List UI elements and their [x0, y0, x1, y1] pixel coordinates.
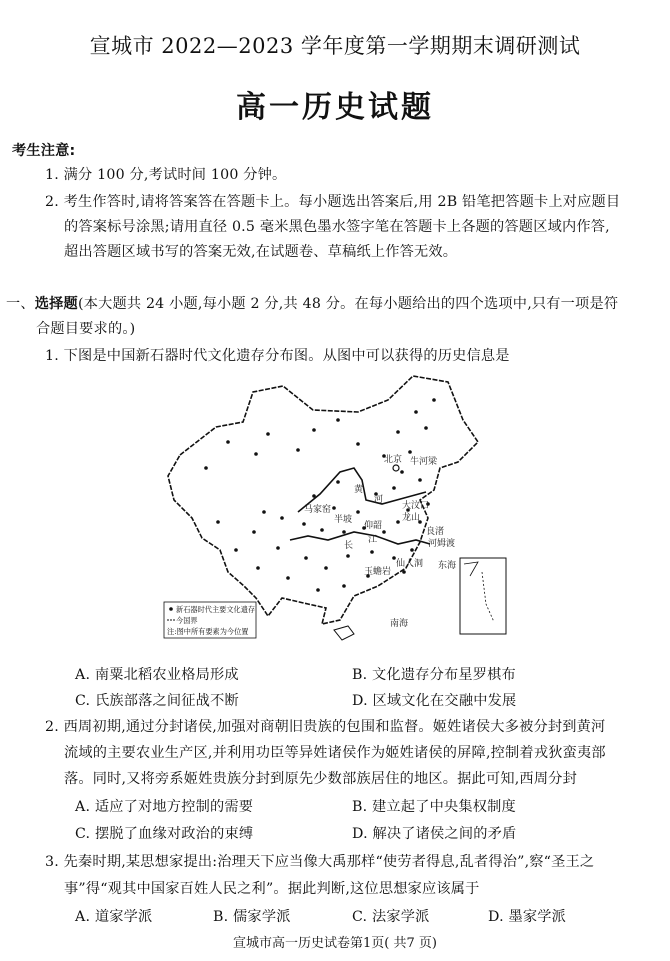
legend-item-sites: 新石器时代主要文化遗存 — [176, 605, 256, 614]
q2-stem-3: 落。同时,又将旁系姬姓贵族分封到原先少数部族居住的地区。据此可知,西周分封 — [64, 771, 577, 787]
q3-option-d[interactable]: D. 墨家学派 — [488, 909, 567, 925]
label-beijing: 北京 — [384, 455, 403, 465]
notice-heading: 考生注意: — [12, 143, 76, 159]
beijing-marker — [393, 465, 399, 471]
label-chang: 长 — [344, 541, 354, 551]
q3-option-a[interactable]: A. 道家学派 — [75, 909, 153, 925]
q3-option-b[interactable]: B. 儒家学派 — [213, 909, 291, 925]
q2-stem-2: 流域的主要农业生产区,并利用功臣等异姓诸侯作为姬姓诸侯的屏障,控制着戎狄蛮夷部 — [64, 745, 606, 761]
legend-item-note: 注:图中所有要素为今位置 — [167, 627, 249, 636]
label-banpo: 半坡 — [334, 515, 353, 525]
exam-title: 宣城市 2022—2023 学年度第一学期期末调研测试 — [89, 34, 581, 58]
notice-item-2-cont: 的答案标号涂黑;请用直径 0.5 毫米黑色墨水签字笔在答题卡上各题的答题区域内作答, — [64, 219, 610, 235]
label-liangzhu: 良渚 — [426, 527, 445, 537]
notice-item-2: 2. 考生作答时,请将答案答在答题卡上。每小题选出答案后,用 2B 铅笔把答题卡上对应题目 — [45, 194, 621, 210]
q2-option-c[interactable]: C. 摆脱了血缘对政治的束缚 — [75, 826, 254, 842]
section-prefix: 一、 — [6, 296, 35, 312]
hainan-island — [334, 626, 354, 640]
section-label: 选择题 — [34, 296, 78, 312]
label-east-sea: 东海 — [438, 561, 457, 571]
yangtze-river — [290, 532, 430, 544]
label-jiang: 江 — [368, 535, 378, 545]
label-he: 河 — [374, 495, 384, 505]
label-dawenkou: 大汶口 — [402, 501, 430, 511]
china-outline — [168, 376, 478, 624]
q3-stem-1: 3. 先秦时期,某思想家提出:治理天下应当像大禹那样“使劳者得息,乱者得治”,察“圣王之 — [45, 854, 595, 870]
notice-item-2-cont2: 超出答题区域书写的答案无效,在试题卷、草稿纸上作答无效。 — [64, 244, 458, 260]
q1-option-a[interactable]: A. 南粟北稻农业格局形成 — [75, 667, 239, 683]
label-xianrendong: 仙人洞 — [396, 559, 424, 569]
label-yuchanyan: 玉蟾岩 — [364, 567, 392, 577]
q1-option-d[interactable]: D. 区域文化在交融中发展 — [352, 693, 517, 709]
label-majiayao: 马家窑 — [304, 505, 332, 515]
section-desc: (本大题共 24 小题,每小题 2 分,共 48 分。在每小题给出的四个选项中,只有一项是符 — [77, 296, 619, 312]
inset-box — [460, 558, 506, 634]
q2-option-b[interactable]: B. 建立起了中央集权制度 — [352, 799, 516, 815]
neolithic-culture-map — [158, 372, 510, 644]
label-longshan: 龙山 — [402, 513, 421, 523]
q3-option-c[interactable]: C. 法家学派 — [352, 909, 430, 925]
q2-option-d[interactable]: D. 解决了诸侯之间的矛盾 — [352, 826, 517, 842]
q2-stem-1: 2. 西周初期,通过分封诸侯,加强对商朝旧贵族的包围和监督。姬姓诸侯大多被分封到黄河 — [45, 719, 606, 735]
label-hemudu: 河姆渡 — [428, 539, 456, 549]
section-heading — [6, 293, 618, 313]
q3-stem-2: 事”得“观其中国家百姓人民之利”。据此判断,这位思想家应该属于 — [64, 881, 480, 897]
q1-stem: 1. 下图是中国新石器时代文化遗存分布图。从图中可以获得的历史信息是 — [45, 348, 510, 364]
notice-item-1: 1. 满分 100 分,考试时间 100 分钟。 — [45, 167, 287, 183]
exam-subtitle: 高一历史试题 — [236, 90, 434, 125]
q2-option-a[interactable]: A. 适应了对地方控制的需要 — [75, 799, 254, 815]
page-footer: 宣城市高一历史试卷第1页( 共7 页) — [233, 936, 437, 951]
label-hongshan: 牛河梁 — [410, 457, 438, 467]
label-south-sea: 南海 — [390, 619, 409, 629]
q1-option-b[interactable]: B. 文化遗存分布星罗棋布 — [352, 667, 516, 683]
label-huang: 黄 — [354, 485, 364, 495]
label-yangshao: 仰韶 — [364, 521, 383, 531]
q1-option-c[interactable]: C. 氏族部落之间征战不断 — [75, 693, 239, 709]
section-desc-cont: 合题目要求的。) — [36, 321, 136, 337]
legend-item-border: 今国界 — [176, 616, 198, 625]
